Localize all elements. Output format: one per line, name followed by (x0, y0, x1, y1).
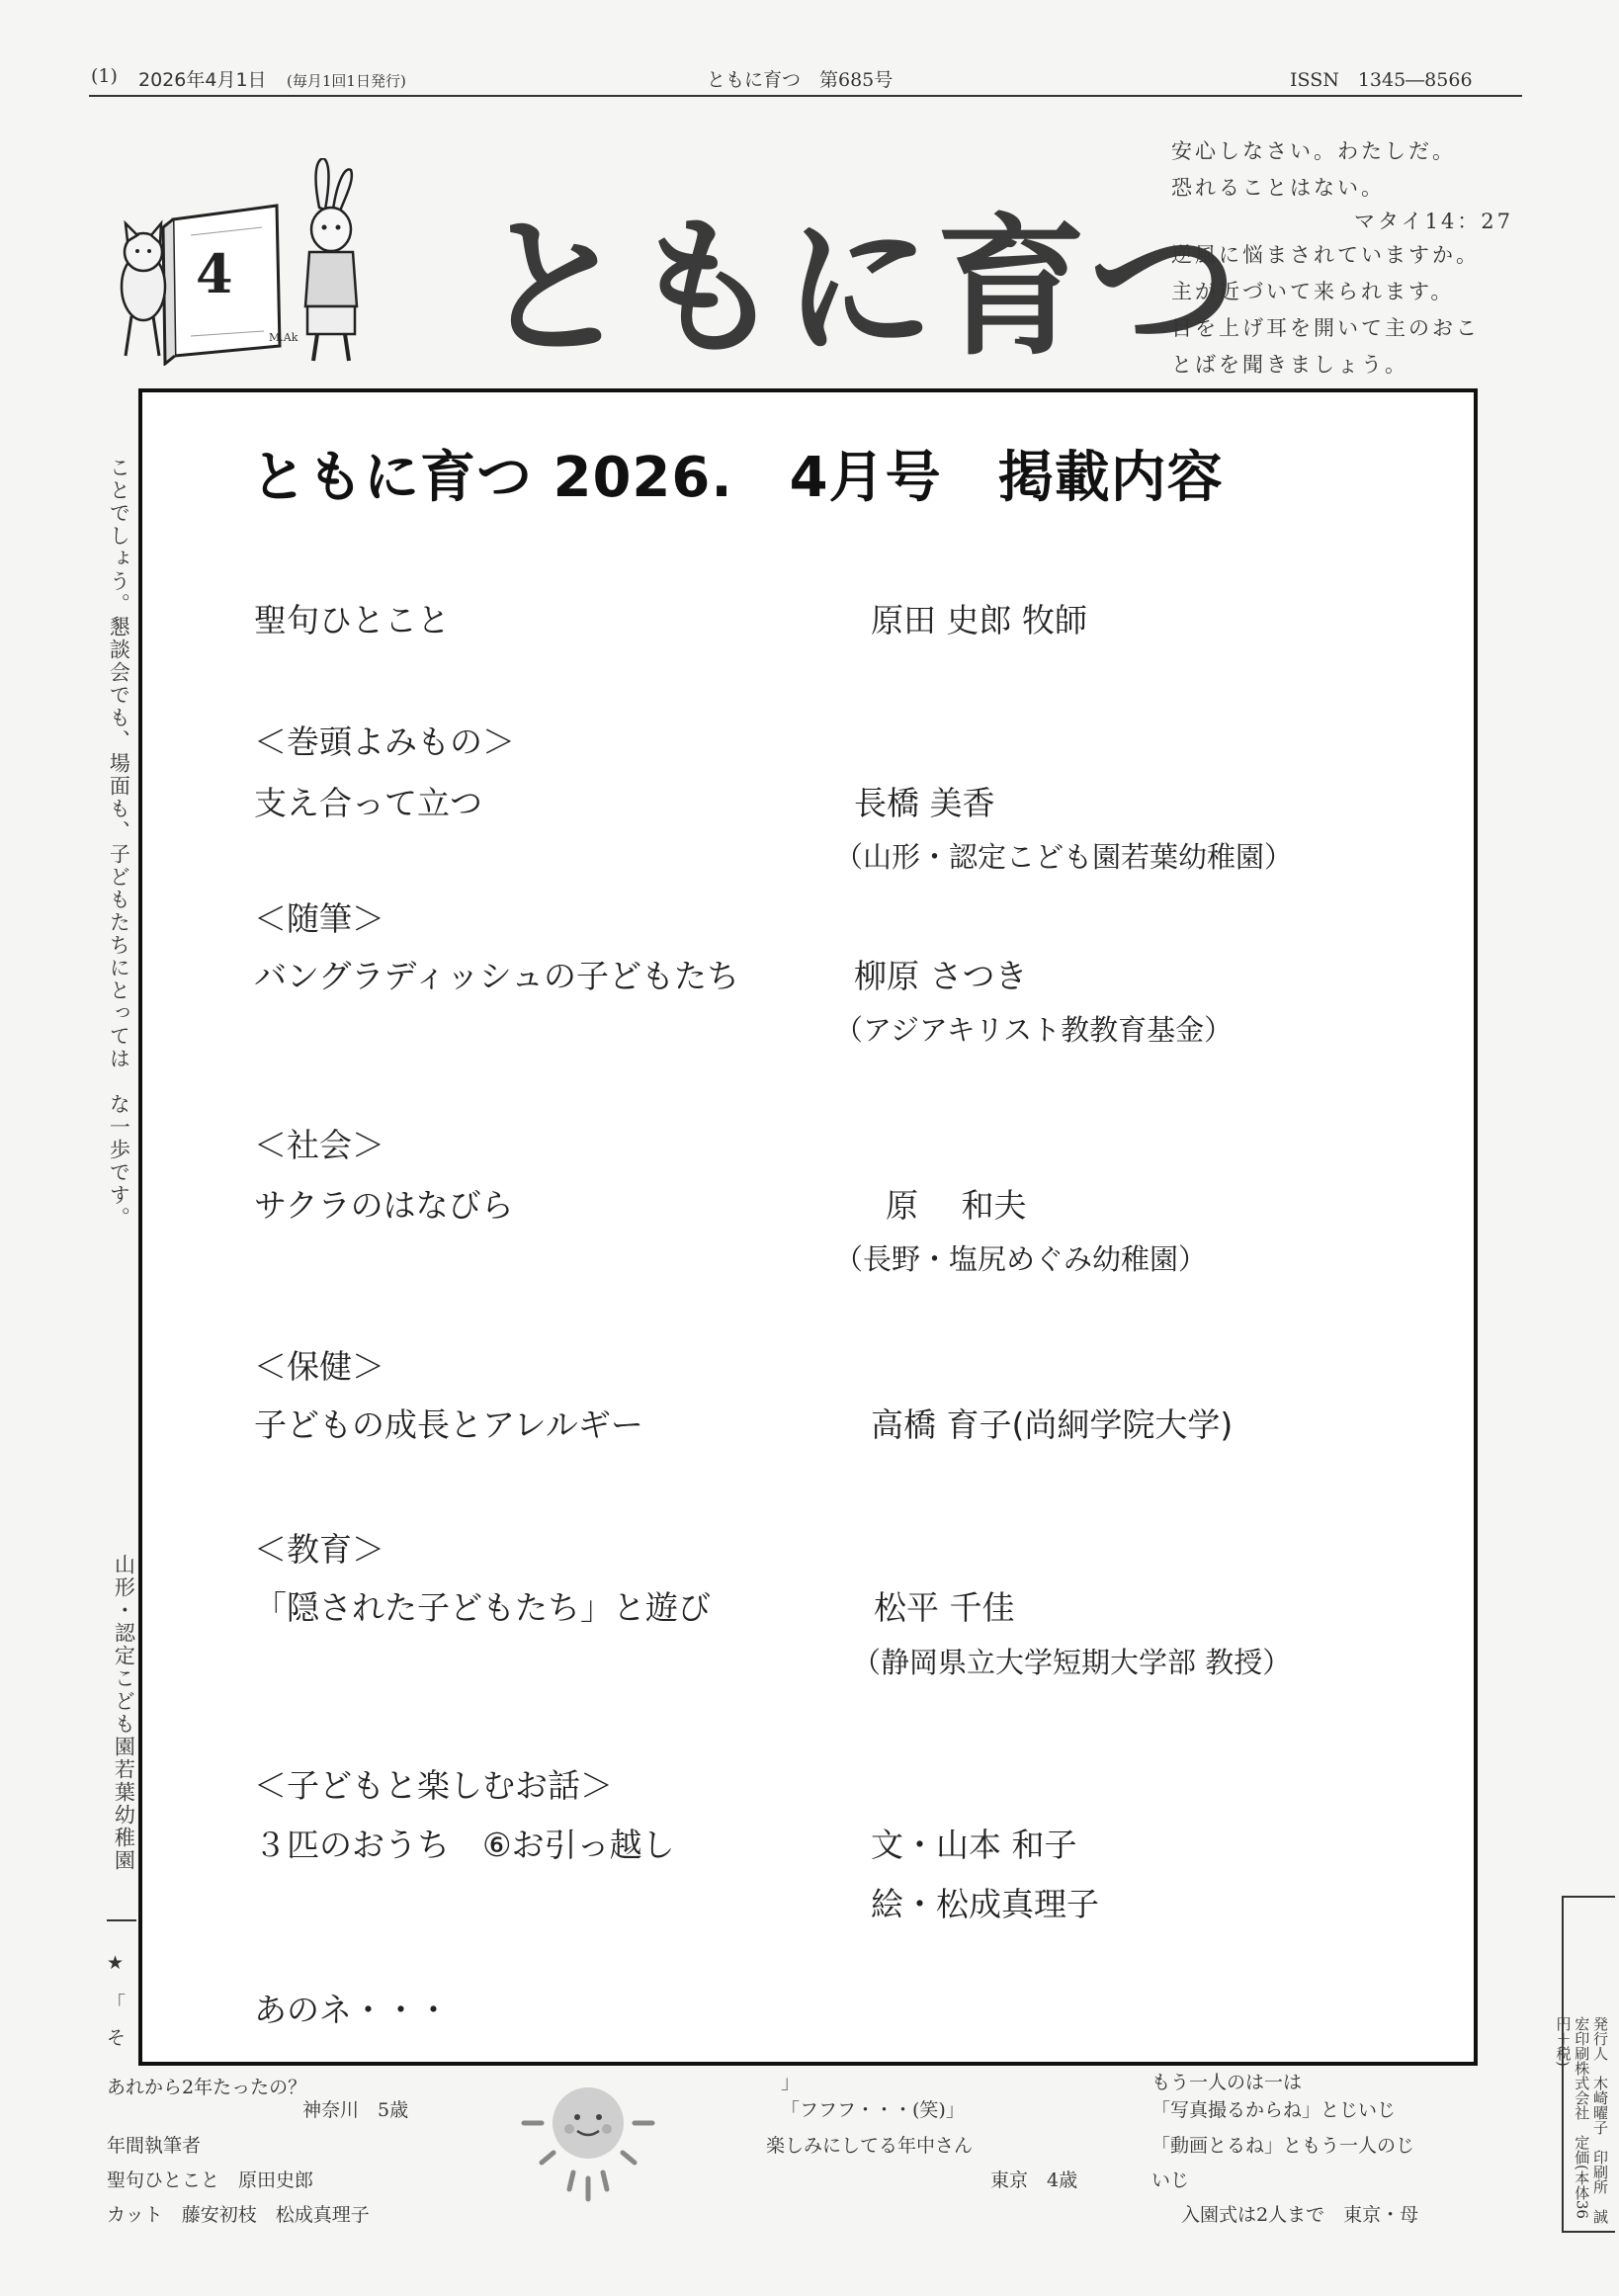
item-affiliation-education: （静岡県立大学短期大学部 教授） (852, 1646, 1292, 1679)
item-title-health: 子どもの成長とアレルギー (254, 1405, 643, 1444)
footer-right-line2: 「動画とるね」ともう一人のじ (1151, 2135, 1415, 2157)
section-society: ＜社会＞ (254, 1126, 384, 1164)
verse-message-4: とばを聞きましょう。 (1171, 353, 1408, 377)
illustrator-signature: M.Ak (269, 331, 298, 344)
item-title-verse: 聖句ひとこと (254, 601, 450, 639)
item-title-anone: あのネ・・・ (254, 1991, 450, 2029)
colophon-box (1554, 1896, 1615, 2233)
contents-title: ともに育つ 2026. 4月号 掲載内容 (251, 446, 1224, 510)
verse-reference: マタイ14：27 (1354, 210, 1514, 233)
footer-right-line4: 入園式は2人まで 東京・母 (1181, 2204, 1419, 2226)
footer-left-place: 神奈川 5歳 (302, 2099, 409, 2121)
section-opening: ＜巻頭よみもの＞ (254, 723, 515, 761)
footer-right-line0: もう一人のは一は (1151, 2072, 1303, 2093)
item-title-education: 「隠された子どもたち」と遊び (254, 1588, 711, 1627)
issue-title: ともに育つ 第685号 (707, 69, 894, 91)
contents-box (138, 388, 1478, 2066)
footer-right-line3: いじ (1151, 2169, 1190, 2191)
writers-line-2: カット 藤安初枝 松成真理子 (107, 2204, 370, 2226)
issn: ISSN 1345―8566 (1290, 69, 1473, 91)
item-author-health: 高橋 育子(尚絅学院大学) (871, 1405, 1234, 1444)
left-column-text: ことでしょう。懇談会でも、場面も、子どもたちにとっては な一歩です。 (107, 457, 131, 1230)
section-story: ＜子どもと楽しむお話＞ (254, 1766, 613, 1805)
item-affiliation-opening: （山形・認定こども園若葉幼稚園） (834, 840, 1294, 874)
footer-middle-line2: 楽しみにしてる年中さん (766, 2135, 974, 2157)
issue-date-note: (毎月1回1日発行) (287, 72, 406, 90)
item-title-society: サクラのはなびら (254, 1186, 514, 1225)
item-author-story: 文・山本 和子 (871, 1826, 1077, 1864)
section-education: ＜教育＞ (254, 1530, 384, 1569)
footer-right-line1: 「写真撮るからね」とじいじ (1151, 2099, 1397, 2121)
section-essay: ＜随筆＞ (254, 899, 384, 938)
footer-left-line3: あれから2年たったの？ (107, 2077, 307, 2098)
left-divider (107, 1919, 136, 1921)
verse-line-2: 恐れることはない。 (1171, 176, 1385, 200)
issue-date: 2026年4月1日 (138, 69, 267, 91)
month-number: 4 (196, 242, 233, 305)
writers-line-1: 聖句ひとこと 原田史郎 (107, 2169, 314, 2191)
footer-middle-line0: 」 (781, 2072, 801, 2093)
header-rule (89, 95, 1522, 97)
item-author-opening: 長橋 美香 (854, 784, 995, 822)
footer-middle-place: 東京 4歳 (990, 2169, 1078, 2191)
verse-message-3: 目を上げ耳を開いて主のおこ (1171, 316, 1480, 340)
footer-left-line2: そ (107, 2027, 127, 2049)
item-author-essay: 柳原 さつき (854, 957, 1028, 995)
masthead-title: ともに育つ (479, 199, 1240, 376)
item-title-essay: バングラディッシュの子どもたち (254, 957, 740, 995)
left-column-school: 山形・認定こども園若葉幼稚園 (112, 1554, 136, 1872)
item-illustrator-story: 絵・松成真理子 (871, 1885, 1099, 1923)
writers-title: 年間執筆者 (107, 2135, 202, 2157)
verse-message-1: 逆風に悩まされていますか。 (1171, 243, 1480, 267)
verse-line-1: 安心しなさい。わたしだ。 (1171, 139, 1456, 163)
footer-middle-line1: 「フフフ・・・(笑)」 (781, 2099, 965, 2121)
section-health: ＜保健＞ (254, 1347, 384, 1386)
sun-illustration (514, 2076, 662, 2204)
footer-left-line1: 「 (107, 1993, 127, 2014)
item-affiliation-society: （長野・塩尻めぐみ幼稚園） (834, 1242, 1208, 1276)
footer-star: ★ (107, 1952, 125, 1974)
item-affiliation-essay: （アジアキリスト教教育基金） (834, 1013, 1234, 1047)
item-title-story: ３匹のおうち ⑥お引っ越し (254, 1826, 675, 1864)
item-author-society: 原 和夫 (886, 1186, 1027, 1225)
page-number: (1) (91, 65, 118, 87)
item-author-education: 松平 千佳 (874, 1588, 1015, 1627)
item-author-verse: 原田 史郎 牧師 (871, 601, 1087, 639)
verse-message-2: 主が近づいて来られます。 (1171, 280, 1455, 303)
item-title-opening: 支え合って立つ (254, 784, 482, 822)
colophon-text: 発行人 木崎曜子 印刷所 誠宏印刷株式会社 定価(本体36円＋税) (1554, 2016, 1609, 2224)
